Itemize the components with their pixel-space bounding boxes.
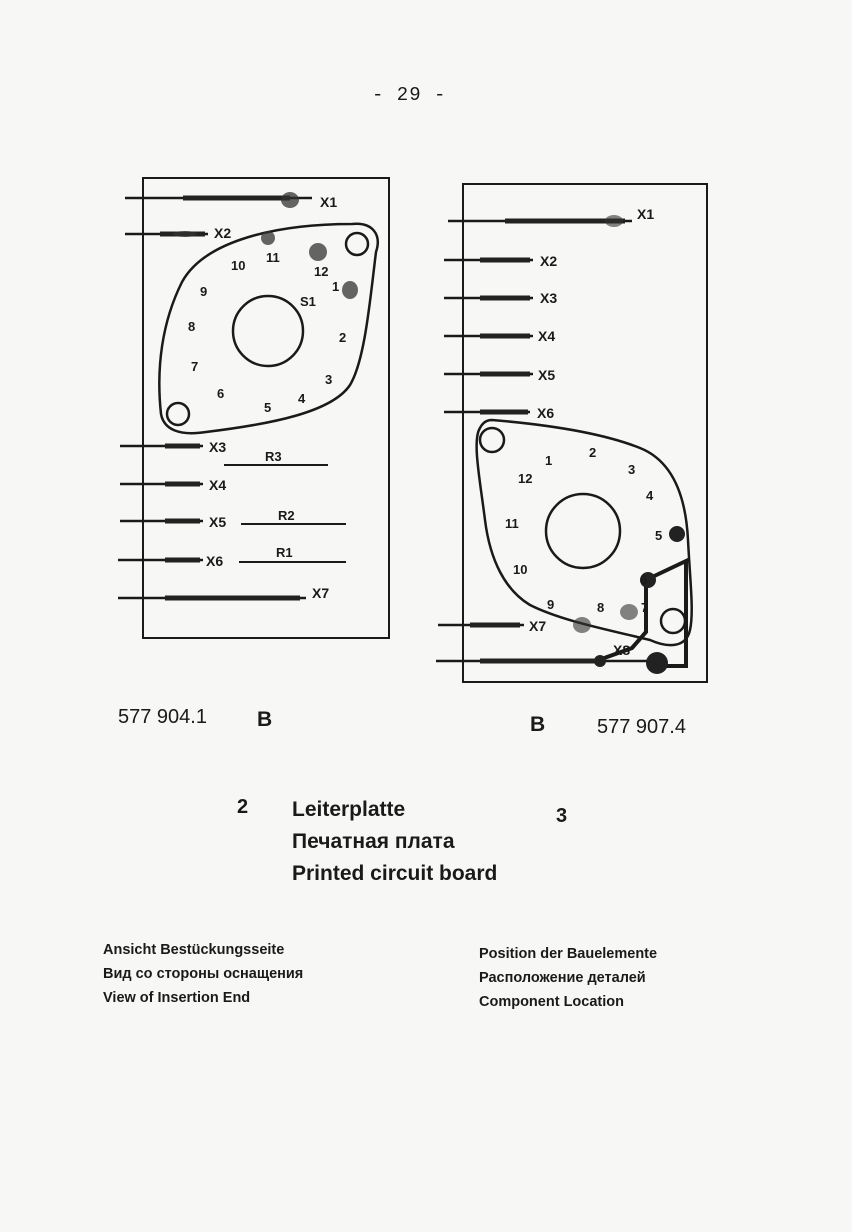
right-pin-10: 10: [513, 562, 528, 577]
right-pin-11: 11: [505, 516, 519, 531]
left-pin-11: 11: [266, 250, 280, 265]
right-pin-12: 12: [518, 471, 533, 486]
left-pin-8: 8: [188, 319, 196, 334]
side-letter-right: B: [530, 713, 546, 736]
label-x6-left: X6: [206, 553, 224, 569]
part-number-right: 577 907.4: [597, 716, 686, 738]
label-x7-left: X7: [312, 585, 330, 601]
right-pin-8: 8: [597, 600, 605, 615]
right-pin-2: 2: [589, 445, 597, 460]
label-x2-left: X2: [214, 225, 232, 241]
label-x8-right: X8: [613, 642, 631, 658]
label-x7-right: X7: [529, 618, 547, 634]
left-caption-en: View of Insertion End: [103, 990, 251, 1006]
mount-hole-right-bottom: [661, 609, 685, 633]
part-number-left: 577 904.1: [118, 706, 207, 728]
left-pin-2: 2: [339, 330, 347, 345]
left-caption: [103, 938, 303, 1010]
title-de: Leiterplatte: [292, 798, 406, 821]
center-hole-left: [233, 296, 303, 366]
board-left: [118, 178, 389, 638]
left-caption-ru: Вид со стороны оснащения: [103, 966, 304, 982]
left-caption-de: Ansicht Bestückungsseite: [103, 942, 285, 958]
page-number: - 29 -: [372, 84, 447, 106]
title-ru: Печатная плата: [292, 830, 455, 853]
right-caption: [479, 942, 657, 1014]
solder-pad-5: [669, 526, 685, 542]
solder-pad-x8: [646, 652, 668, 674]
label-x4-right: X4: [538, 328, 556, 344]
title-block: [292, 794, 497, 890]
center-hole-right: [546, 494, 620, 568]
left-pin-6: 6: [217, 386, 225, 401]
label-x1-right: X1: [637, 206, 655, 222]
left-pin-5: 5: [264, 400, 272, 415]
label-x5-right: X5: [538, 367, 556, 383]
right-pin-1: 1: [545, 453, 553, 468]
right-pin-4: 4: [646, 488, 654, 503]
left-pin-4: 4: [298, 391, 306, 406]
label-r3: R3: [265, 449, 282, 464]
mount-hole-right-top: [480, 428, 504, 452]
left-pin-1: 1: [332, 279, 340, 294]
board-right: [436, 184, 707, 682]
label-x6-right: X6: [537, 405, 555, 421]
left-pin-10: 10: [231, 258, 246, 273]
right-caption-ru: Расположение деталей: [479, 970, 646, 986]
right-pin-6: 6: [640, 572, 648, 587]
label-x1-left: X1: [320, 194, 338, 210]
left-pin-3: 3: [325, 372, 333, 387]
label-r1: R1: [276, 545, 293, 560]
title-en: Printed circuit board: [292, 862, 498, 885]
right-pin-9: 9: [547, 597, 555, 612]
label-x3-left: X3: [209, 439, 227, 455]
label-x3-right: X3: [540, 290, 558, 306]
right-caption-en: Component Location: [479, 994, 624, 1010]
label-x2-right: X2: [540, 253, 558, 269]
label-r2: R2: [278, 508, 295, 523]
label-x4-left: X4: [209, 477, 227, 493]
left-pin-7: 7: [191, 359, 199, 374]
right-pin-5: 5: [655, 528, 663, 543]
left-pin-9: 9: [200, 284, 208, 299]
figure-number-left: 2: [237, 796, 249, 818]
mount-hole-left-bottom: [167, 403, 189, 425]
side-letter-left: B: [257, 708, 273, 731]
right-pin-3: 3: [628, 462, 636, 477]
figure-number-right: 3: [556, 805, 568, 827]
label-s1: S1: [300, 294, 316, 309]
right-pin-7: 7: [641, 600, 649, 615]
left-pin-12: 12: [314, 264, 329, 279]
mount-hole-left-top: [346, 233, 368, 255]
right-caption-de: Position der Bauelemente: [479, 946, 658, 962]
label-x5-left: X5: [209, 514, 227, 530]
